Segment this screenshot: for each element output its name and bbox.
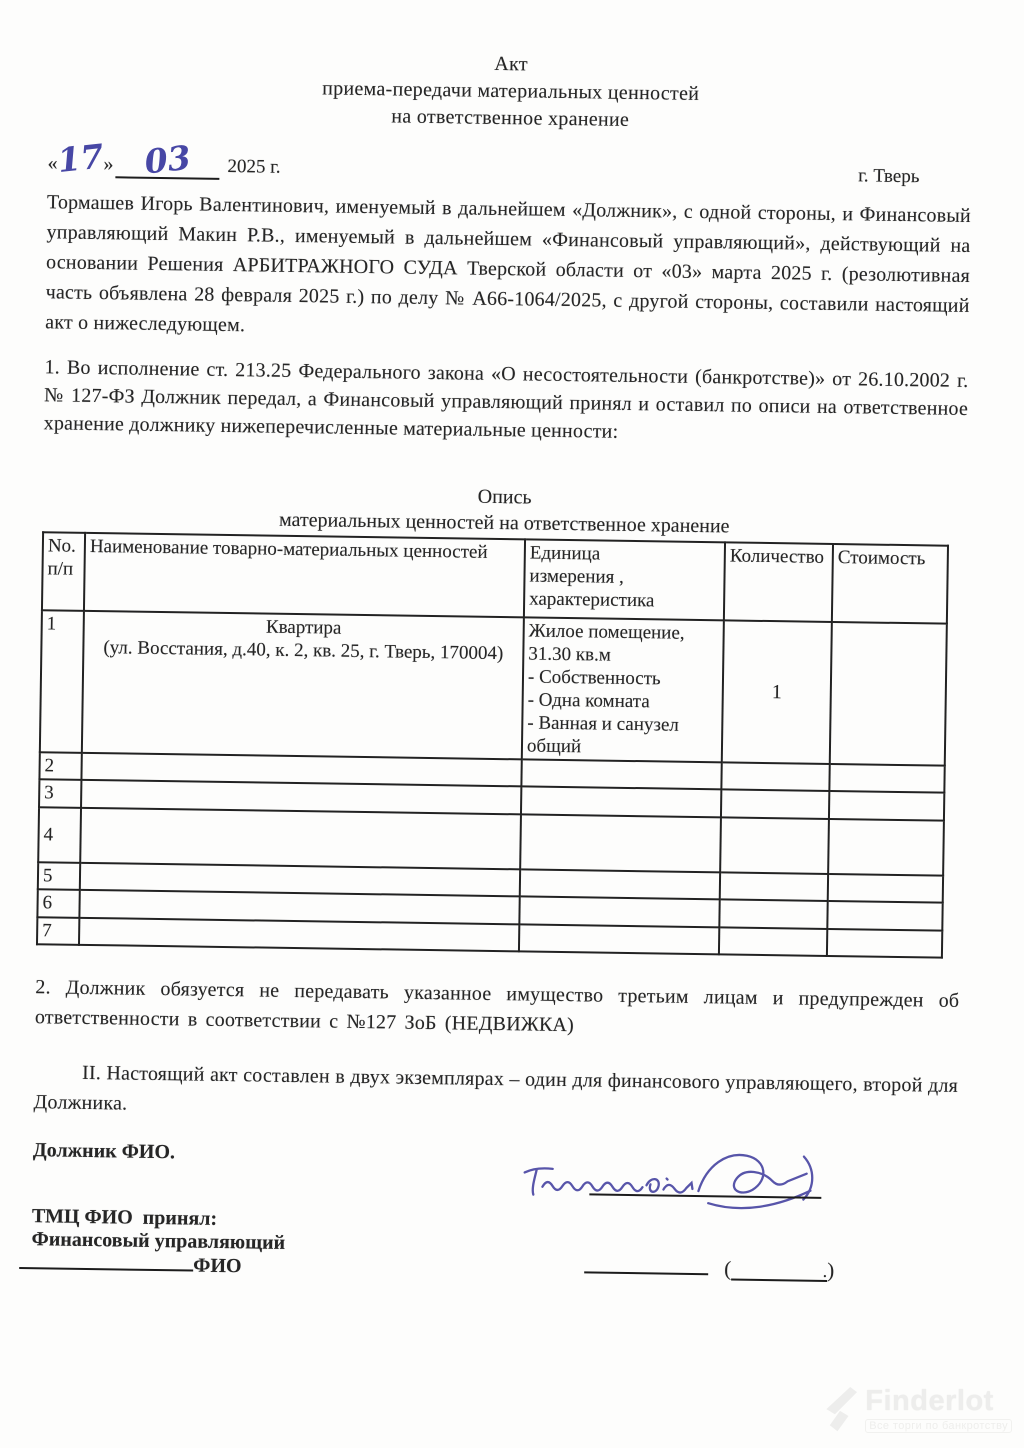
close-quote: » <box>103 153 114 176</box>
clause-2-paragraph: 2. Должник обязуется не передавать указанное имущество третьим лицам и предупрежден об ответственности в соответствии с №127 ЗоБ (НЕДВИЖКА) <box>34 976 960 1037</box>
clause-3-paragraph: II. Настоящий акт составлен в двух экземплярах – один для финансового управляющего, второй для Должника. <box>33 1061 959 1115</box>
empty-cell <box>520 814 721 872</box>
fio-label: ФИО <box>193 1254 242 1278</box>
handwritten-day: 17 <box>55 136 106 181</box>
row7-num-cell: 7 <box>37 917 79 945</box>
row1-unit-cell: Жилое помещение, 31.30 кв.м - Собственность - Одна комната - Ванная и санузел общий <box>522 617 724 762</box>
row1-name-cell: Квартира (ул. Восстания, д.40, к. 2, кв. 25, г. Тверь, 170004) <box>82 611 524 760</box>
col-header-num: No. п/п <box>42 532 85 611</box>
col-header-cost: Стоимость <box>832 544 948 624</box>
watermark-text <box>865 1386 1012 1434</box>
title-line-2: приема-передачи материальных ценностей <box>321 77 700 105</box>
empty-cell <box>80 808 521 870</box>
date-year: 2025 г. <box>227 155 281 178</box>
empty-cell <box>828 819 944 876</box>
empty-cell <box>827 929 942 958</box>
date-field <box>47 136 281 182</box>
clause-1-paragraph: 1. Во исполнение ст. 213.25 Федерального закона «О несостоятельности (банкротстве)» от 26.10.2002 г. № 127-ФЗ Должник передал, а Финансовый управляющий принял и оставил по описи на ответственное хранение должнику нижеперечисленные материальные ценности: <box>43 356 969 443</box>
empty-cell <box>827 901 942 931</box>
watermark-tagline: Все торги по банкротству <box>865 1419 1012 1433</box>
inventory-caption-line-1: Опись <box>477 485 532 509</box>
row1-num-cell: 1 <box>40 610 84 753</box>
table-header-row <box>42 532 948 623</box>
row4-num-cell: 4 <box>38 807 81 863</box>
col-header-name: Наименование товарно-материальных ценностей <box>84 533 525 618</box>
fio-row <box>19 1247 242 1278</box>
empty-cell <box>719 899 827 929</box>
row6-num-cell: 6 <box>37 889 79 918</box>
city-label: г. Тверь <box>858 165 920 188</box>
empty-cell <box>719 927 827 956</box>
fio-signature-line <box>19 1247 193 1272</box>
empty-cell <box>720 872 828 901</box>
inventory-caption-line-2: материальных ценностей на ответственное хранение <box>278 508 730 538</box>
inventory-table <box>36 531 949 958</box>
empty-cell <box>521 786 721 817</box>
row2-num-cell: 2 <box>39 752 81 780</box>
handwritten-signature <box>520 1142 851 1219</box>
row5-num-cell: 5 <box>38 862 80 890</box>
intro-paragraph: Тормашев Игорь Валентинович, именуемый в дальнейшем «Должник», с одной стороны, и Финансовый управляющий Макин Р.В., именуемый в дальнейшем «Финансовый управляющий», действующий на основании Решения АРБИТРАЖНОГО СУДА Тверской области от «03» марта 2025 г. (резолютивная часть объявлена 28 февраля 2025 г.) по делу № А66-1064/2025, с другой стороны, составили настоящий акт о нижеследующем. <box>45 191 972 337</box>
empty-cell <box>519 924 719 954</box>
row1-cost-cell <box>830 622 947 766</box>
manager-signature-line <box>584 1249 708 1275</box>
empty-cell <box>829 764 944 793</box>
open-quote: « <box>47 152 58 175</box>
financial-manager-label: Финансовый управляющий <box>31 1228 286 1254</box>
finderlot-logo-icon <box>823 1387 857 1433</box>
paren-open: ( <box>724 1256 732 1281</box>
row3-num-cell: 3 <box>39 779 81 808</box>
finderlot-watermark <box>823 1386 1012 1434</box>
manager-signature-row <box>584 1249 834 1283</box>
col-header-unit: Единица измерения , характеристика <box>524 539 725 620</box>
paren-close: ) <box>827 1257 835 1283</box>
debtor-label: Должник ФИО. <box>32 1139 176 1164</box>
table-row-1 <box>40 610 947 765</box>
empty-cell <box>828 874 943 903</box>
empty-cell <box>79 918 519 952</box>
manager-name-line: . <box>731 1257 827 1282</box>
empty-cell <box>829 791 944 821</box>
title-line-3: на ответственное хранение <box>391 105 630 131</box>
empty-cell <box>520 869 720 899</box>
row1-qty-cell: 1 <box>722 620 832 764</box>
date-city-row <box>47 131 972 191</box>
empty-cell <box>519 896 719 927</box>
col-header-qty: Количество <box>724 542 833 622</box>
document-title <box>48 44 973 139</box>
signing-block <box>31 1139 957 1323</box>
watermark-brand: Finderlot <box>865 1385 994 1417</box>
empty-cell <box>721 762 829 791</box>
empty-cell <box>720 817 829 874</box>
title-line-1: Акт <box>494 52 529 76</box>
handwritten-month: 03 <box>142 137 193 182</box>
empty-cell <box>521 759 721 789</box>
tmc-label: ТМЦ ФИО принял: <box>31 1205 218 1230</box>
empty-cell <box>721 789 829 819</box>
